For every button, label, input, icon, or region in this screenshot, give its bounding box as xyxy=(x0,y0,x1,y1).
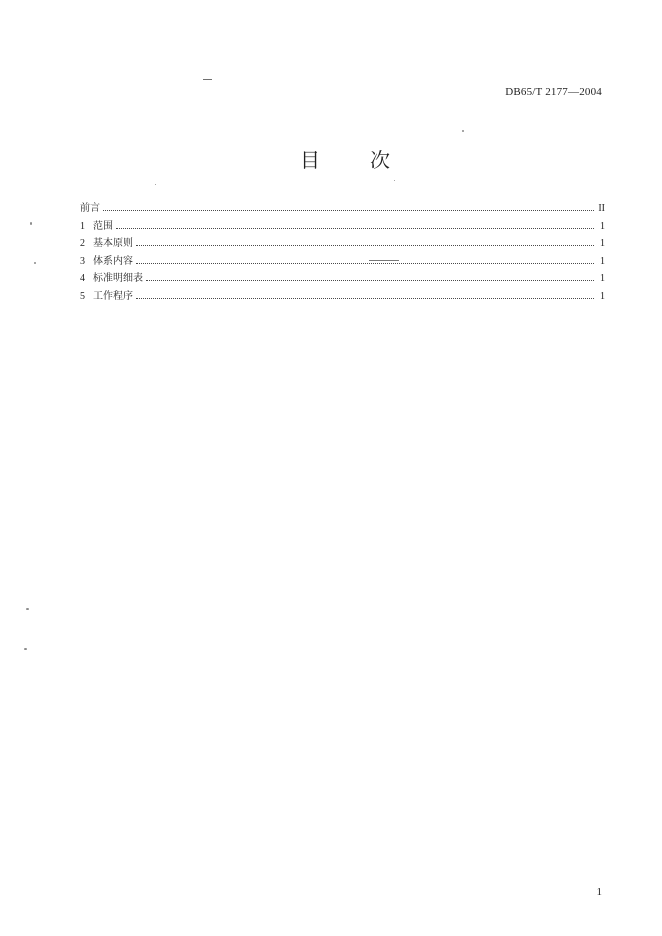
scan-speck xyxy=(462,130,464,132)
toc-entry-system-content[interactable] xyxy=(80,253,605,271)
toc-entry-label: 范围 xyxy=(93,220,113,232)
scan-speck xyxy=(394,180,395,181)
scan-underline-mark xyxy=(369,260,399,261)
toc-dot-leader xyxy=(146,280,594,281)
toc-entry-page: 1 xyxy=(600,255,605,267)
toc-entry-work-procedure[interactable] xyxy=(80,288,605,306)
scan-speck xyxy=(34,262,36,264)
toc-entry-basic-principles[interactable] xyxy=(80,235,605,253)
toc-entry-number: 3 xyxy=(80,255,85,267)
toc-entry-number: 4 xyxy=(80,273,85,284)
toc-entry-label: 标准明细表 xyxy=(93,273,143,284)
toc-entry-scope[interactable] xyxy=(80,218,605,236)
toc-entry-page: II xyxy=(598,203,605,214)
scan-speck xyxy=(155,184,156,185)
toc-dot-leader xyxy=(103,210,594,211)
toc-dot-leader xyxy=(136,263,594,264)
toc-entry-label: 前言 xyxy=(80,203,100,214)
document-code: DB65/T 2177—2004 xyxy=(505,86,602,98)
toc-dot-leader xyxy=(136,245,594,246)
toc-entry-foreword[interactable] xyxy=(80,200,605,218)
toc-entry-number: 1 xyxy=(80,220,85,232)
toc-entry-label: 工作程序 xyxy=(93,290,133,302)
scan-speck xyxy=(30,222,32,225)
toc-entry-number: 2 xyxy=(80,238,85,249)
toc-entry-page: 1 xyxy=(600,220,605,232)
page-number: 1 xyxy=(596,886,602,898)
toc-title-left: 目 xyxy=(300,148,320,172)
toc-entry-page: 1 xyxy=(600,238,605,249)
toc-entry-label: 体系内容 xyxy=(93,255,133,267)
toc-entry-page: 1 xyxy=(600,273,605,284)
toc-title-right: 次 xyxy=(370,148,390,172)
table-of-contents xyxy=(80,200,605,305)
toc-dot-leader xyxy=(136,298,594,299)
toc-entry-standard-list[interactable] xyxy=(80,270,605,288)
toc-entry-label: 基本原则 xyxy=(93,238,133,249)
scan-speck xyxy=(26,608,29,610)
toc-title xyxy=(300,144,390,173)
scan-dash-mark xyxy=(203,79,212,80)
toc-entry-page: 1 xyxy=(600,290,605,302)
toc-entry-number: 5 xyxy=(80,290,85,302)
toc-dot-leader xyxy=(116,228,594,229)
scan-speck xyxy=(24,648,27,650)
